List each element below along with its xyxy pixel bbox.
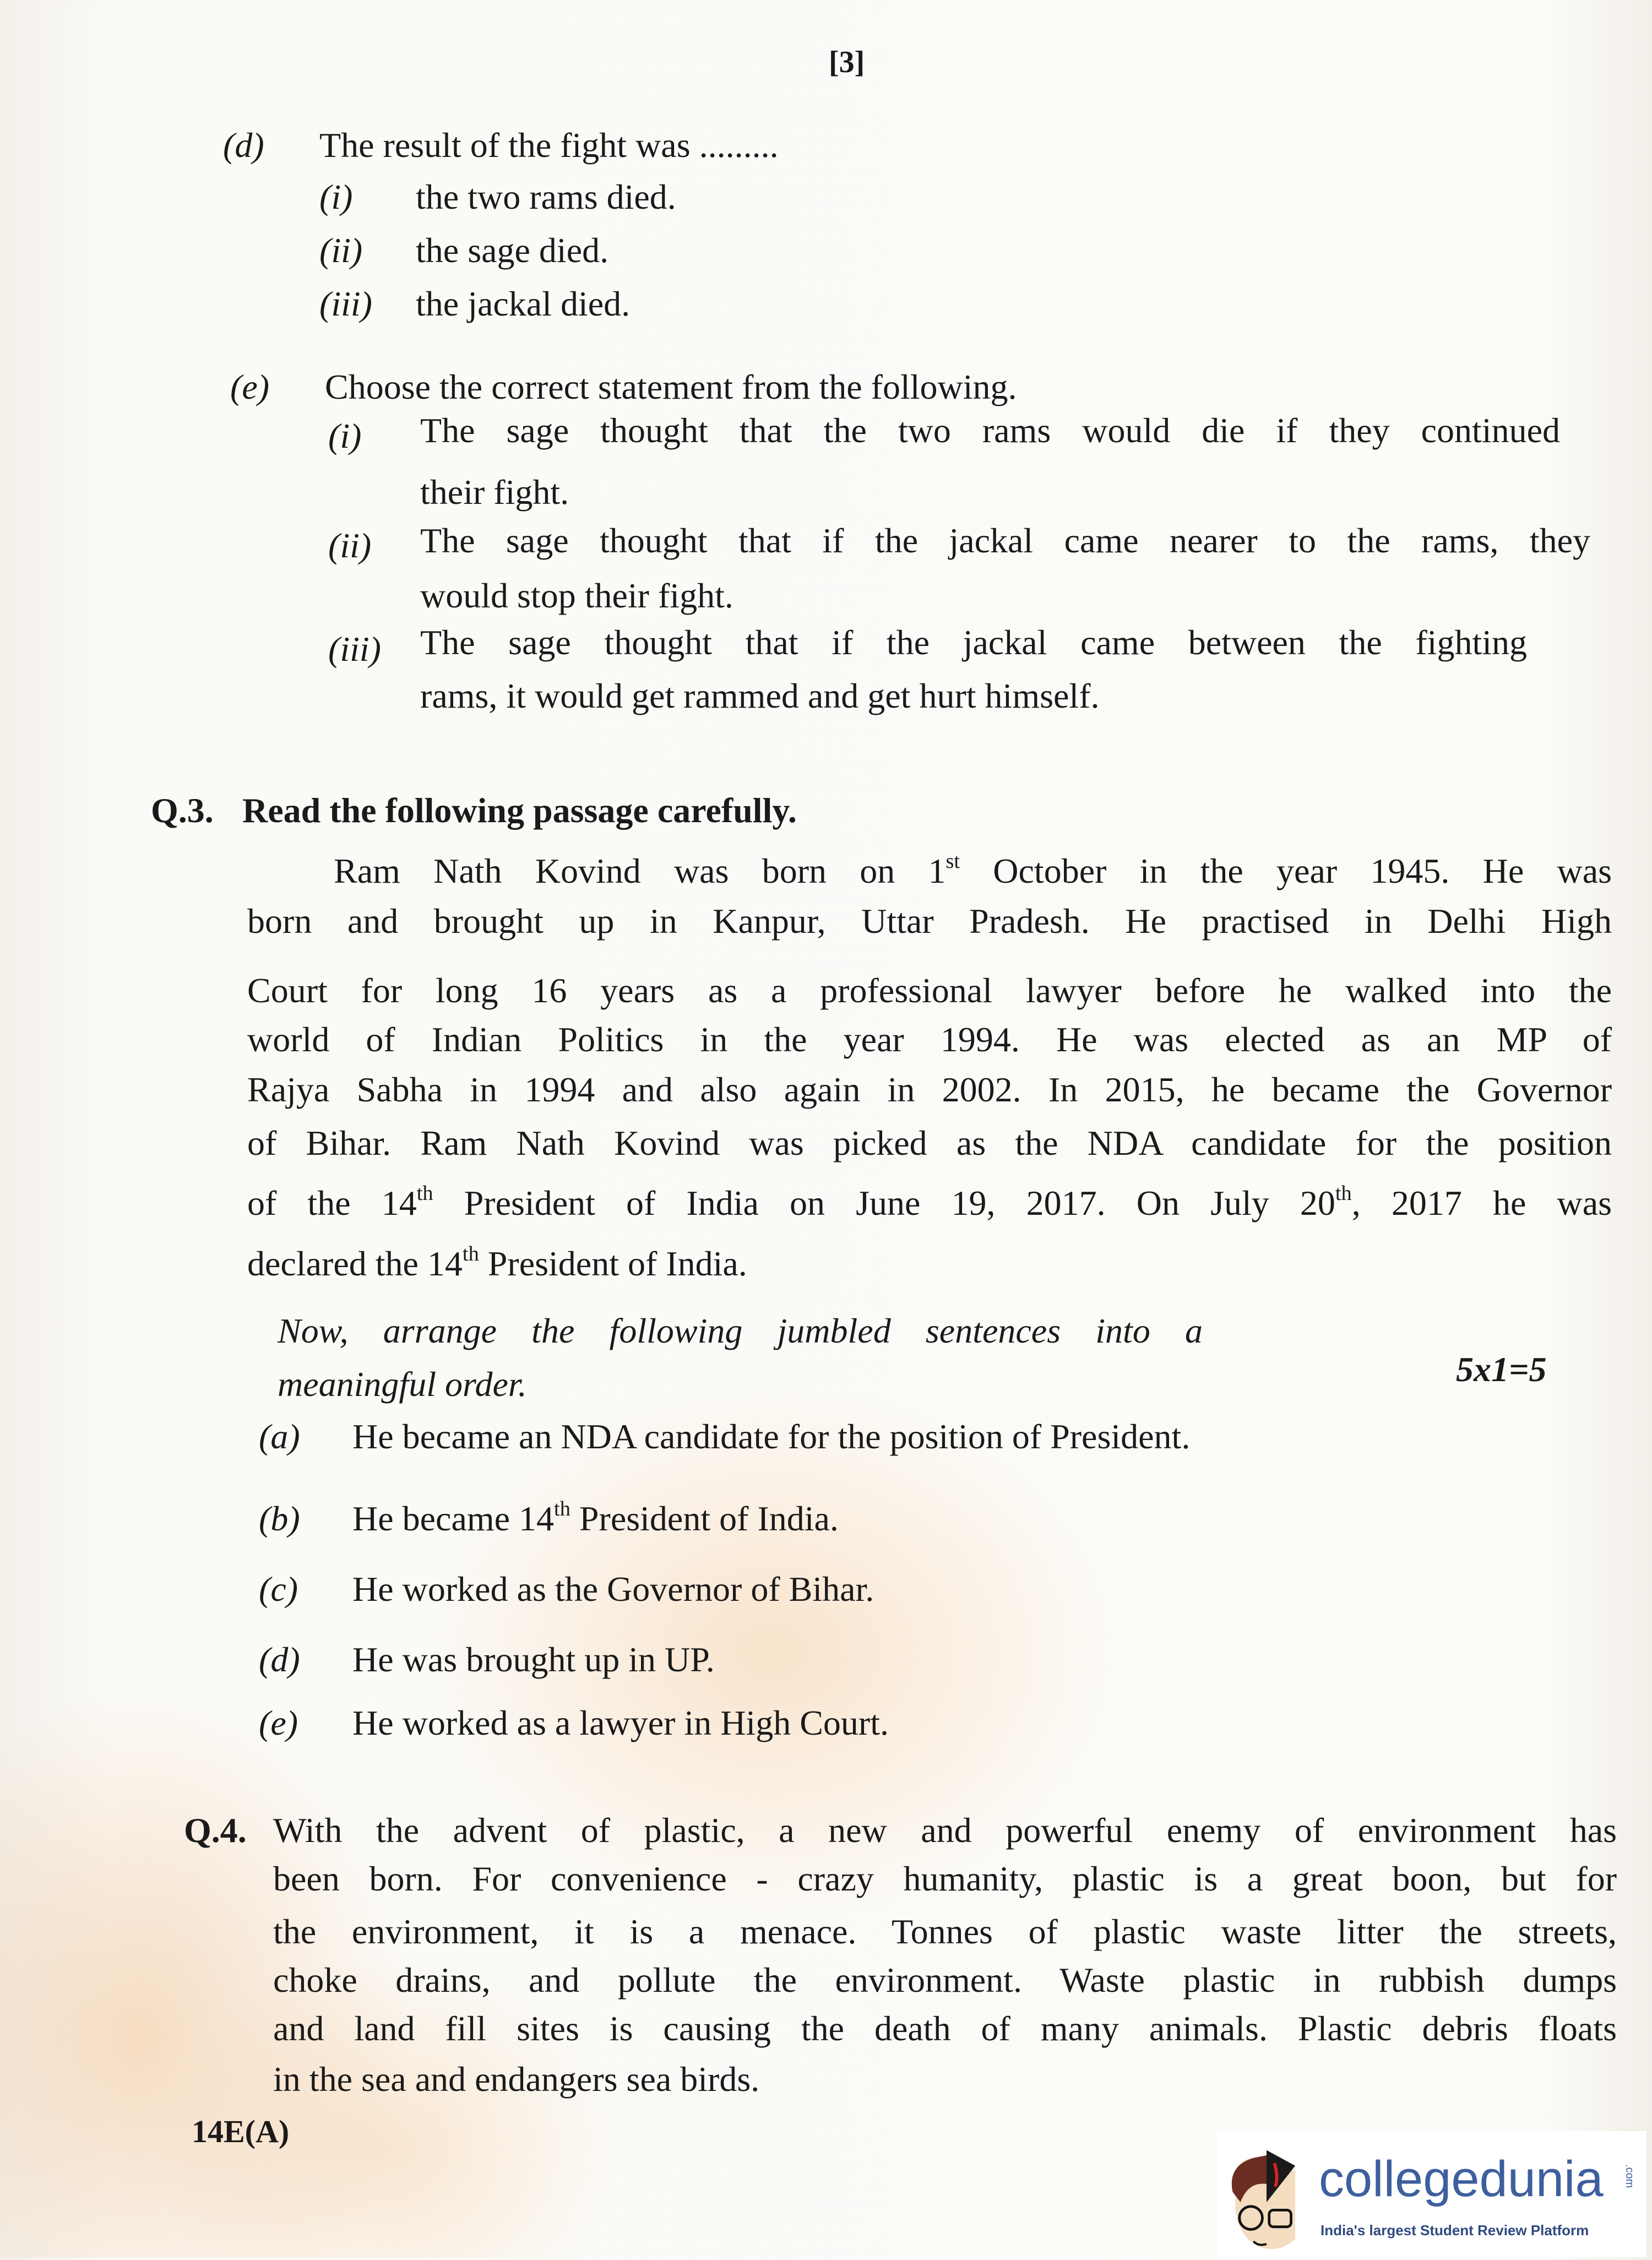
passage-line bbox=[334, 850, 1612, 890]
superscript: th bbox=[462, 1242, 479, 1266]
text-segment: Ram Nath Kovind was born on 1 bbox=[334, 851, 946, 890]
option-label: (iii) bbox=[328, 629, 381, 669]
text-segment: President of India on June 19, 2017. On July 20 bbox=[433, 1183, 1335, 1223]
q4-label: Q.4. bbox=[184, 1811, 247, 1850]
passage-line bbox=[247, 1072, 1612, 1107]
item-label: (d) bbox=[259, 1640, 300, 1679]
collegedunia-logo bbox=[1217, 2131, 1646, 2257]
item-label: (b) bbox=[259, 1499, 300, 1538]
instruction-line: Now, arrange the following jumbled sentences into a bbox=[278, 1311, 1203, 1350]
text-segment: October in the year 1945. He was bbox=[960, 851, 1612, 890]
instruction-line: meaningful order. bbox=[278, 1365, 527, 1404]
option-text: would stop their fight. bbox=[420, 576, 733, 615]
passage-line bbox=[247, 973, 1612, 1008]
text-segment: of Bihar. Ram Nath Kovind was picked as the NDA candidate for the position bbox=[247, 1123, 1612, 1162]
page-number: [3] bbox=[829, 45, 865, 79]
logo-wordmark: collegedunia bbox=[1319, 2151, 1604, 2207]
q4-line: With the advent of plastic, a new and powerful enemy of environment has bbox=[273, 1811, 1617, 1850]
option-text: The sage thought that if the jackal came nearer to the rams, they bbox=[420, 521, 1590, 560]
option-text: rams, it would get rammed and get hurt himself. bbox=[420, 676, 1100, 715]
option-text: The sage thought that the two rams would die if they continued bbox=[420, 411, 1560, 450]
text-segment: He was brought up in UP. bbox=[352, 1640, 715, 1679]
text-segment: President of India. bbox=[479, 1244, 747, 1283]
option-label: (ii) bbox=[328, 526, 372, 565]
option-text: the sage died. bbox=[416, 231, 609, 270]
text-segment: born and brought up in Kanpur, Uttar Pradesh. He practised in Delhi High bbox=[247, 901, 1612, 941]
option-text: their fight. bbox=[420, 472, 569, 512]
text-segment: of the 14 bbox=[247, 1183, 417, 1223]
option-label: (i) bbox=[319, 177, 353, 216]
option-text: the jackal died. bbox=[416, 284, 631, 323]
text-segment: He became 14 bbox=[352, 1499, 555, 1538]
item-text bbox=[352, 1705, 889, 1741]
option-label: (ii) bbox=[319, 231, 363, 270]
student-mascot-icon bbox=[1217, 2131, 1316, 2257]
item-text bbox=[352, 1497, 839, 1538]
superscript: th bbox=[554, 1497, 570, 1521]
passage-line bbox=[247, 1182, 1612, 1223]
question-d-label: (d) bbox=[223, 126, 264, 165]
q4-line: and land fill sites is causing the death of many animals. Plastic debris floats bbox=[273, 2009, 1617, 2048]
passage-line bbox=[247, 1242, 747, 1283]
text-segment: Court for long 16 years as a professional lawyer before he walked into the bbox=[247, 971, 1612, 1010]
item-text bbox=[352, 1642, 715, 1677]
q4-line: the environment, it is a menace. Tonnes of plastic waste litter the streets, bbox=[273, 1912, 1617, 1951]
text-segment: President of India. bbox=[570, 1499, 839, 1538]
q4-line: in the sea and endangers sea birds. bbox=[273, 2060, 760, 2099]
option-label: (iii) bbox=[319, 284, 372, 323]
text-segment: He worked as the Governor of Bihar. bbox=[352, 1569, 874, 1609]
item-text bbox=[352, 1419, 1190, 1454]
passage-line bbox=[247, 1022, 1612, 1057]
passage-line bbox=[247, 901, 1612, 941]
text-segment: He became an NDA candidate for the position of President. bbox=[352, 1417, 1191, 1456]
question-e-label: (e) bbox=[230, 367, 270, 406]
superscript: th bbox=[1335, 1182, 1352, 1205]
text-segment: He worked as a lawyer in High Court. bbox=[352, 1703, 889, 1742]
superscript: st bbox=[945, 850, 960, 873]
item-label: (c) bbox=[259, 1569, 298, 1609]
q4-line: choke drains, and pollute the environment. Waste plastic in rubbish dumps bbox=[273, 1960, 1617, 2000]
text-segment: world of Indian Politics in the year 1994. He was elected as an MP of bbox=[247, 1020, 1612, 1059]
logo-suffix: .com bbox=[1623, 2164, 1635, 2188]
passage-line bbox=[247, 1123, 1612, 1162]
question-d-text: The result of the fight was ......... bbox=[319, 126, 779, 165]
item-label: (e) bbox=[259, 1703, 298, 1742]
q3-title: Read the following passage carefully. bbox=[242, 791, 797, 830]
marks: 5x1=5 bbox=[1456, 1350, 1547, 1389]
item-label: (a) bbox=[259, 1417, 300, 1456]
item-text bbox=[352, 1569, 874, 1609]
footer-code: 14E(A) bbox=[192, 2114, 290, 2149]
option-text: The sage thought that if the jackal came between the fighting bbox=[420, 623, 1527, 662]
text-segment: declared the 14 bbox=[247, 1244, 463, 1283]
logo-tagline: India's largest Student Review Platform bbox=[1320, 2222, 1589, 2239]
question-e-text: Choose the correct statement from the following. bbox=[325, 367, 1017, 406]
option-label: (i) bbox=[328, 416, 362, 455]
superscript: th bbox=[416, 1182, 433, 1205]
option-text: the two rams died. bbox=[416, 177, 676, 216]
q4-line: been born. For convenience - crazy humanity, plastic is a great boon, but for bbox=[273, 1859, 1617, 1898]
text-segment: , 2017 he was bbox=[1351, 1183, 1612, 1223]
text-segment: Rajya Sabha in 1994 and also again in 2002. In 2015, he became the Governor bbox=[247, 1070, 1612, 1109]
q3-label: Q.3. bbox=[151, 791, 214, 830]
